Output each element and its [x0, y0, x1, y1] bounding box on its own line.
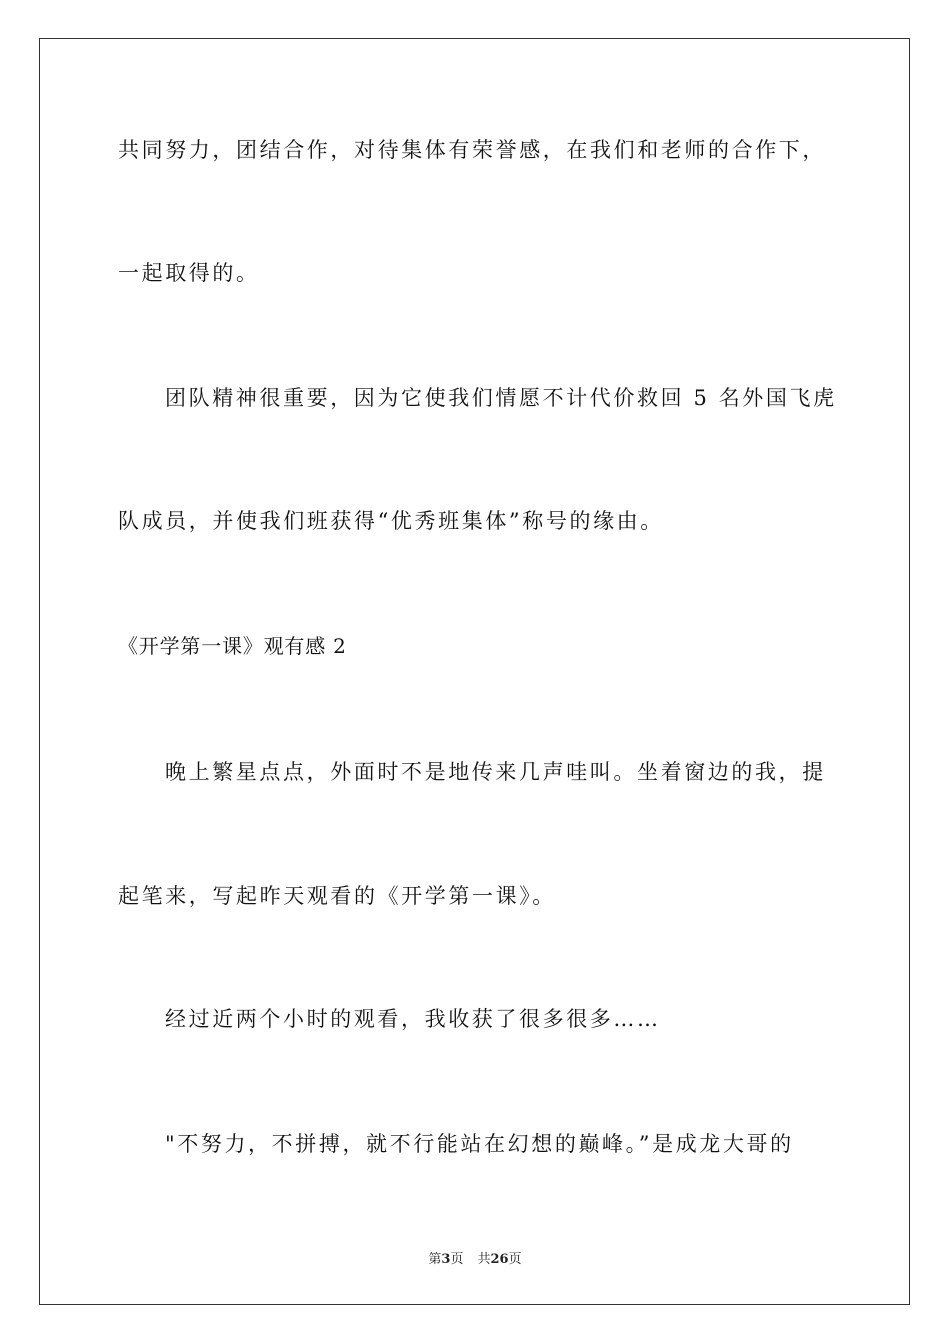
page-prefix: 第	[428, 1252, 442, 1267]
page-number: 3	[441, 1252, 451, 1267]
paragraph-line: 共同努力，团结合作，对待集体有荣誉感，在我们和老师的合作下，	[118, 138, 826, 162]
section-heading: 《开学第一课》观有感 2	[118, 634, 347, 658]
page-footer	[0, 1248, 950, 1267]
paragraph-line: 起笔来，写起昨天观看的《开学第一课》。	[118, 884, 556, 908]
paragraph-line: "不努力，不拼搏，就不行能站在幻想的巅峰。”是成龙大哥的	[165, 1132, 794, 1156]
total-pages: 26	[490, 1252, 509, 1267]
paragraph-line: 晚上繁星点点，外面时不是地传来几声哇叫。坐着窗边的我，提	[165, 760, 826, 784]
paragraph-line: 经过近两个小时的观看，我收获了很多很多……	[165, 1007, 661, 1031]
paragraph-line: 队成员，并使我们班获得“优秀班集体”称号的缘由。	[118, 509, 664, 533]
page-border	[39, 38, 910, 1305]
paragraph-line: 一起取得的。	[118, 261, 260, 285]
page-suffix: 页	[450, 1252, 464, 1267]
paragraph-line: 团队精神很重要，因为它使我们情愿不计代价救回 5 名外国飞虎	[165, 386, 837, 410]
total-suffix: 页	[508, 1252, 522, 1267]
total-prefix: 共	[477, 1252, 491, 1267]
